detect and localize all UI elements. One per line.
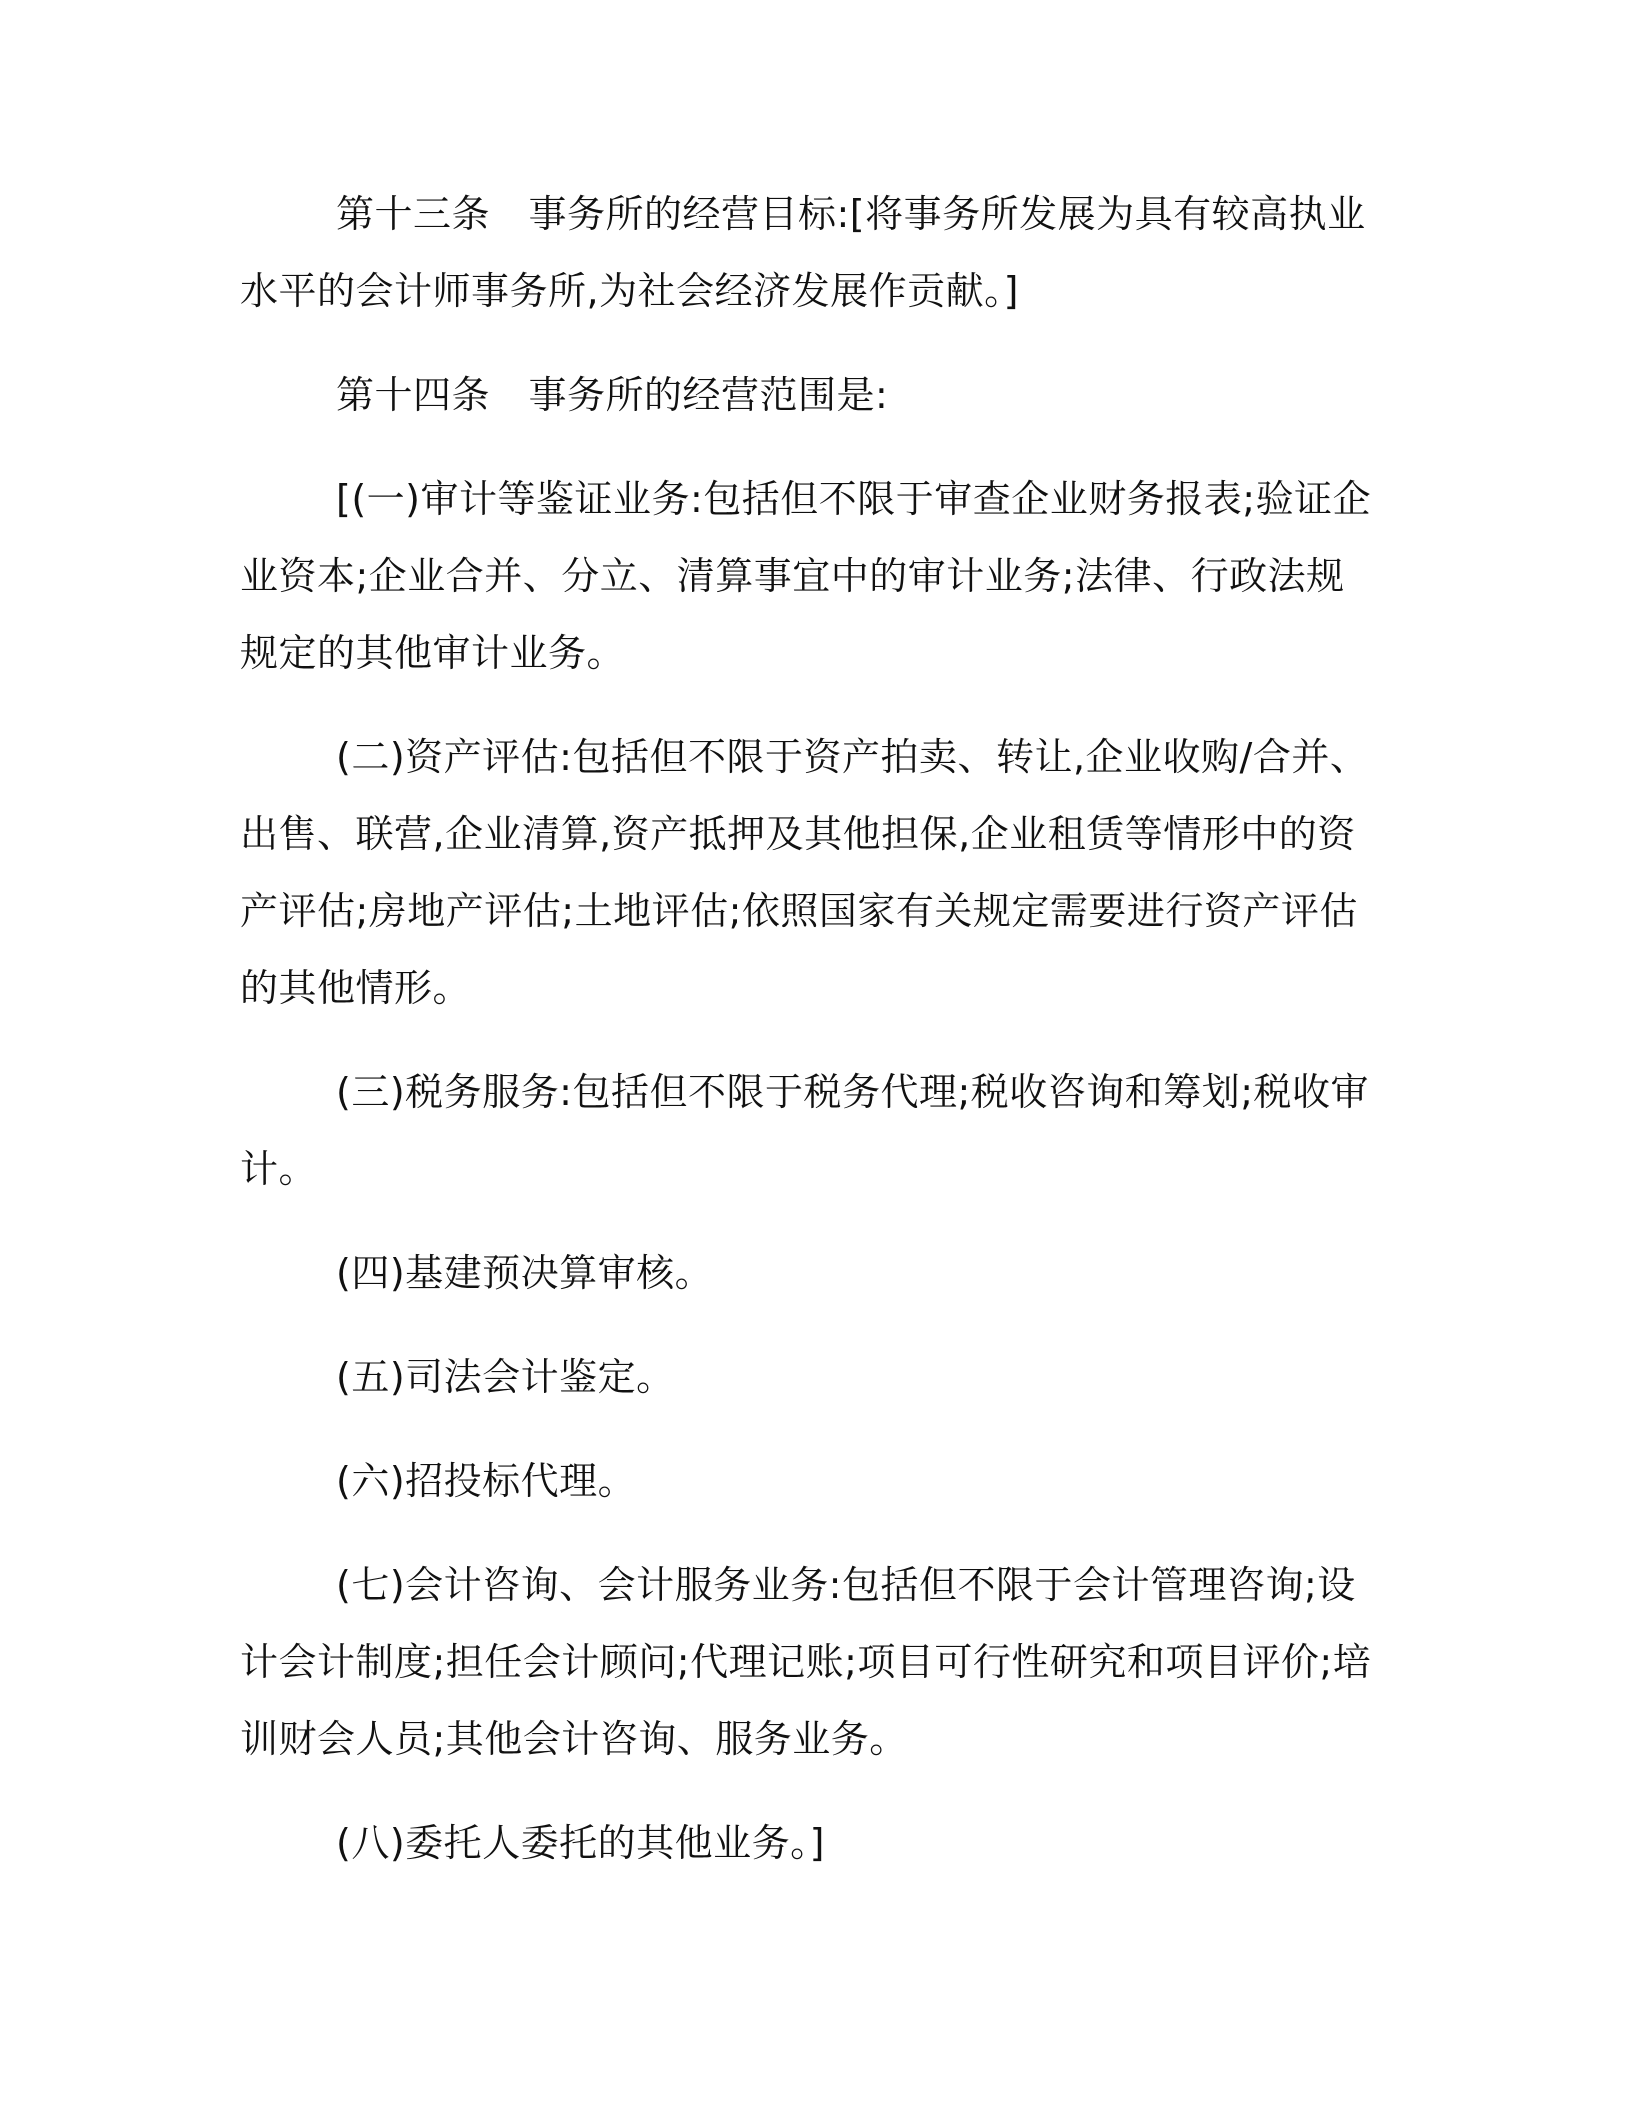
article-14-paragraph: 第十四条 事务所的经营范围是: [336, 373, 889, 417]
scope-item-2: (二)资产评估:包括但不限于资产拍卖、转让,企业收购/合并、出售、联营,企业清算,资产抵押及其他担保,企业租赁等情形中的资产评估;房地产评估;土地评估;依照国家有关规定需要进行资产评估的其他情形。 [240, 735, 1369, 1010]
scope-item-3: (三)税务服务:包括但不限于税务代理;税收咨询和筹划;税收审计。 [240, 1070, 1370, 1191]
scope-item-1: [(一)审计等鉴证业务:包括但不限于审查企业财务报表;验证企业资本;企业合并、分立、清算事宜中的审计业务;法律、行政法规规定的其他审计业务。 [240, 477, 1372, 675]
scope-item-6: (六)招投标代理。 [336, 1459, 637, 1503]
scope-item-7: (七)会计咨询、会计服务业务:包括但不限于会计管理咨询;设计会计制度;担任会计顾问;代理记账;项目可行性研究和项目评价;培训财会人员;其他会计咨询、服务业务。 [240, 1563, 1372, 1761]
document-body [240, 176, 1380, 1882]
scope-item-8: (八)委托人委托的其他业务。] [336, 1821, 825, 1865]
scope-item-4: (四)基建预决算审核。 [336, 1251, 714, 1295]
article-13-paragraph: 第十三条 事务所的经营目标:[将事务所发展为具有较高执业水平的会计师事务所,为社会经济发展作贡献。] [240, 192, 1366, 313]
scope-item-5: (五)司法会计鉴定。 [336, 1355, 675, 1399]
